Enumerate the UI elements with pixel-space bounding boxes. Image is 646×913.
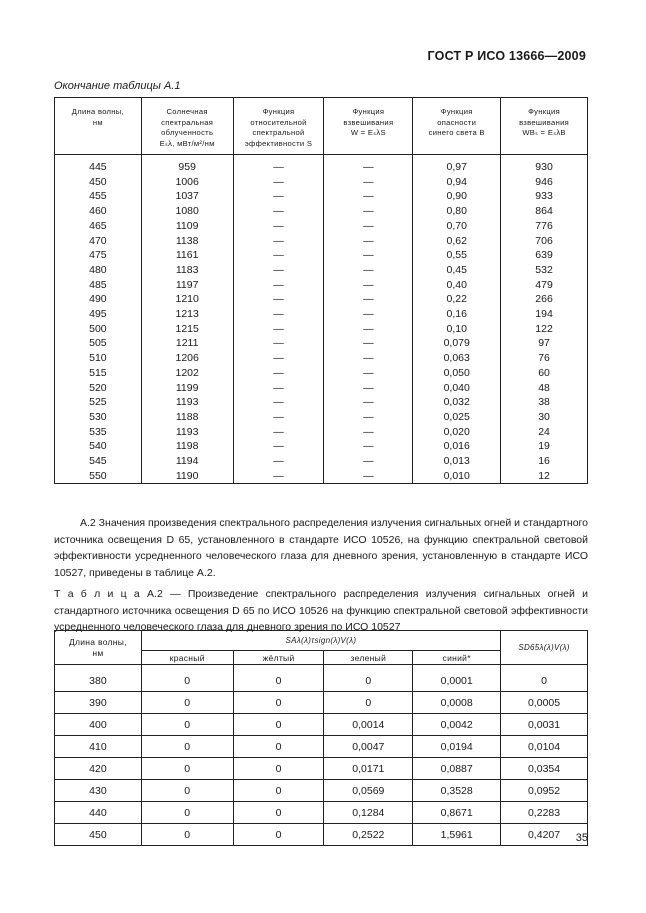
table-cell: 1194	[141, 454, 233, 469]
table-cell: 540	[55, 439, 142, 454]
table-cell: 0	[141, 824, 233, 846]
table-cell: 532	[501, 263, 588, 278]
table-cell: 0,3528	[413, 780, 501, 802]
table-cell: 0,0354	[501, 758, 588, 780]
table-cell: —	[324, 160, 413, 175]
table-cell: 1037	[141, 189, 233, 204]
table-cell: 470	[55, 234, 142, 249]
table-cell: 0,62	[413, 234, 501, 249]
table-row	[55, 469, 588, 484]
table-cell: 38	[501, 395, 588, 410]
table-cell: 0,0014	[324, 714, 413, 736]
table-cell: —	[324, 234, 413, 249]
table-cell: 1080	[141, 204, 233, 219]
paragraph-a2	[54, 515, 588, 581]
table-cell: —	[233, 454, 324, 469]
table-cell: 510	[55, 351, 142, 366]
table-cell: 0	[233, 824, 324, 846]
table-row	[55, 670, 588, 692]
table-cell: 1193	[141, 425, 233, 440]
table-cell: 24	[501, 425, 588, 440]
table-cell: 440	[55, 802, 142, 824]
table-cell: 530	[55, 410, 142, 425]
table-cell: 122	[501, 322, 588, 337]
table-cell: 0,70	[413, 219, 501, 234]
table-cell: —	[233, 410, 324, 425]
table-cell: —	[233, 322, 324, 337]
table-cell: —	[233, 292, 324, 307]
table-cell: —	[324, 219, 413, 234]
table-cell: —	[233, 307, 324, 322]
table-cell: 0	[141, 780, 233, 802]
table-cell: 0,0031	[501, 714, 588, 736]
table-cell: 0,8671	[413, 802, 501, 824]
table-row	[55, 160, 588, 175]
table-cell: 500	[55, 322, 142, 337]
table-row	[55, 692, 588, 714]
table-cell: —	[324, 307, 413, 322]
table-cell: 0,020	[413, 425, 501, 440]
table-cell: —	[324, 469, 413, 484]
table-cell: 60	[501, 366, 588, 381]
table-cell: 1206	[141, 351, 233, 366]
table-cell: 1183	[141, 263, 233, 278]
table-cell: —	[233, 248, 324, 263]
table2-subheader-cell: жёлтый	[233, 651, 324, 665]
table-cell: 465	[55, 219, 142, 234]
table-cell: 400	[55, 714, 142, 736]
table-cell: 550	[55, 469, 142, 484]
table-cell: —	[324, 263, 413, 278]
table1-header-cell: Функция опасности синего света B	[413, 98, 501, 155]
table-cell: 430	[55, 780, 142, 802]
table-cell: —	[233, 366, 324, 381]
table-cell: 0,22	[413, 292, 501, 307]
table-cell: 0,2283	[501, 802, 588, 824]
table-cell: 0,010	[413, 469, 501, 484]
table-cell: 639	[501, 248, 588, 263]
table1-header-cell: Солнечная спектральная облученность Eₛλ, мВт/м²/нм	[141, 98, 233, 155]
table-cell: —	[324, 425, 413, 440]
table-cell: —	[324, 381, 413, 396]
table-row	[55, 758, 588, 780]
table-cell: 0,0008	[413, 692, 501, 714]
table1-caption: Окончание таблицы А.1	[54, 80, 181, 92]
table2-caption	[54, 586, 588, 636]
table-row	[55, 292, 588, 307]
table-a1	[54, 97, 588, 484]
standard-designation: ГОСТ Р ИСО 13666—2009	[427, 49, 586, 63]
table-cell: 525	[55, 395, 142, 410]
table-cell: 0,025	[413, 410, 501, 425]
table-cell: 0,94	[413, 175, 501, 190]
table-cell: 1199	[141, 381, 233, 396]
table-cell: 1202	[141, 366, 233, 381]
table-row	[55, 322, 588, 337]
table-cell: 0,0887	[413, 758, 501, 780]
table-row	[55, 780, 588, 802]
table2-caption-text: Т а б л и ц а А.2 — Произведение спектрального распределения излучения сигнальных огней и стандартного источника освещения D 65 по ИСО 10526 на функцию спектральной световой эффективности усредненного человеческого глаза для дневного зрения по ИСО 10527	[54, 588, 588, 633]
table-cell: —	[233, 219, 324, 234]
table-cell: —	[233, 278, 324, 293]
table-cell: 495	[55, 307, 142, 322]
table-cell: 1006	[141, 175, 233, 190]
table-cell: 0,0047	[324, 736, 413, 758]
table-cell: 0	[141, 714, 233, 736]
table-cell: 0,063	[413, 351, 501, 366]
table-cell: 515	[55, 366, 142, 381]
table-cell: 0	[233, 670, 324, 692]
table-cell: 535	[55, 425, 142, 440]
table-cell: —	[233, 381, 324, 396]
table-cell: 1161	[141, 248, 233, 263]
table2-header-last: SD65λ(λ)V(λ)	[501, 631, 588, 665]
table-cell: 0,80	[413, 204, 501, 219]
table-cell: 0	[324, 670, 413, 692]
table-cell: 485	[55, 278, 142, 293]
table1-header-cell: Функция относительной спектральной эффективности S	[233, 98, 324, 155]
table-cell: 1211	[141, 336, 233, 351]
table-cell: 0	[233, 758, 324, 780]
table-row	[55, 802, 588, 824]
table-cell: —	[324, 189, 413, 204]
table-cell: 0	[141, 736, 233, 758]
table-cell: 0,0171	[324, 758, 413, 780]
table-cell: 0,050	[413, 366, 501, 381]
table2-header-wavelength: Длина волны, нм	[55, 631, 142, 665]
table-cell: 0,45	[413, 263, 501, 278]
table-cell: —	[324, 366, 413, 381]
table-row	[55, 425, 588, 440]
table-cell: 16	[501, 454, 588, 469]
table-row	[55, 307, 588, 322]
table-cell: 0,0001	[413, 670, 501, 692]
table-row	[55, 439, 588, 454]
table-cell: 0,040	[413, 381, 501, 396]
table-cell: —	[324, 439, 413, 454]
table-cell: 0	[501, 670, 588, 692]
table1-header-row	[55, 98, 588, 155]
table-cell: 0	[141, 692, 233, 714]
table-cell: 460	[55, 204, 142, 219]
table-row	[55, 410, 588, 425]
table-cell: 445	[55, 160, 142, 175]
table-cell: 864	[501, 204, 588, 219]
table-cell: 420	[55, 758, 142, 780]
table-cell: 0,97	[413, 160, 501, 175]
table-cell: —	[233, 351, 324, 366]
page-number: 35	[575, 832, 588, 844]
table-cell: 97	[501, 336, 588, 351]
table-cell: —	[233, 204, 324, 219]
table-cell: —	[324, 336, 413, 351]
table-row	[55, 234, 588, 249]
table-row	[55, 175, 588, 190]
table-cell: 48	[501, 381, 588, 396]
table-cell: 475	[55, 248, 142, 263]
table2-subheader-cell: красный	[141, 651, 233, 665]
table-cell: 1109	[141, 219, 233, 234]
table-cell: 1198	[141, 439, 233, 454]
table-cell: 0,0569	[324, 780, 413, 802]
table-cell: 390	[55, 692, 142, 714]
table-cell: —	[324, 248, 413, 263]
table-cell: 1215	[141, 322, 233, 337]
table-cell: 933	[501, 189, 588, 204]
table-cell: 1138	[141, 234, 233, 249]
table-row	[55, 454, 588, 469]
table-cell: 0,90	[413, 189, 501, 204]
table-cell: 1210	[141, 292, 233, 307]
table2-header-group: SAλ(λ)τsign(λ)V(λ)	[141, 631, 500, 651]
table-cell: 0,032	[413, 395, 501, 410]
table-row	[55, 381, 588, 396]
table-cell: 410	[55, 736, 142, 758]
table-cell: 0	[233, 736, 324, 758]
table-cell: —	[233, 425, 324, 440]
table-cell: 30	[501, 410, 588, 425]
table-cell: 194	[501, 307, 588, 322]
table-cell: 450	[55, 824, 142, 846]
table2-subheader-cell: синий*	[413, 651, 501, 665]
table-cell: —	[233, 175, 324, 190]
table-cell: 0,1284	[324, 802, 413, 824]
table-row	[55, 263, 588, 278]
table1-header-cell: Функция взвешивания WBₛ = EₛλB	[501, 98, 588, 155]
table-cell: 76	[501, 351, 588, 366]
table-cell: 505	[55, 336, 142, 351]
table-cell: 0,079	[413, 336, 501, 351]
table2-subheader-cell: зеленый	[324, 651, 413, 665]
table1-header-cell: Функция взвешивания W = EₛλS	[324, 98, 413, 155]
table-row	[55, 219, 588, 234]
table-cell: 0,40	[413, 278, 501, 293]
table-cell: 545	[55, 454, 142, 469]
table-cell: 0,16	[413, 307, 501, 322]
table-cell: 1197	[141, 278, 233, 293]
table-cell: 0	[324, 692, 413, 714]
table-cell: 0	[233, 802, 324, 824]
table-cell: —	[324, 410, 413, 425]
table-cell: 706	[501, 234, 588, 249]
table-cell: 0,0952	[501, 780, 588, 802]
table-row	[55, 824, 588, 846]
table-cell: 1190	[141, 469, 233, 484]
table-cell: —	[324, 204, 413, 219]
table-cell: 0	[141, 758, 233, 780]
table-cell: —	[233, 439, 324, 454]
table-cell: 0,0104	[501, 736, 588, 758]
table-row	[55, 189, 588, 204]
table-cell: 0,2522	[324, 824, 413, 846]
table-cell: 1188	[141, 410, 233, 425]
table-row	[55, 248, 588, 263]
table-row	[55, 278, 588, 293]
table-cell: 0,013	[413, 454, 501, 469]
paragraph-a2-text: А.2 Значения произведения спектрального распределения излучения сигнальных огней и стандартного источника освещения D 65, установленного в стандарте ИСО 10526, на функцию спектральной световой эффективности усредненного человеческого глаза для дневного зрения, установленную в стандарте ИСО 10527, приведены в таблице А.2.	[54, 517, 588, 579]
table-cell: 12	[501, 469, 588, 484]
table-cell: 0	[233, 714, 324, 736]
table-cell: 520	[55, 381, 142, 396]
table-cell: 380	[55, 670, 142, 692]
table-cell: 0	[233, 780, 324, 802]
table-cell: 490	[55, 292, 142, 307]
table-cell: 0,4207	[501, 824, 588, 846]
table-row	[55, 351, 588, 366]
table-cell: —	[233, 263, 324, 278]
table1-header-cell: Длина волны, нм	[55, 98, 142, 155]
table-cell: —	[324, 278, 413, 293]
table-cell: —	[233, 336, 324, 351]
table-row	[55, 366, 588, 381]
table-cell: 0,016	[413, 439, 501, 454]
table-cell: 266	[501, 292, 588, 307]
table-row	[55, 714, 588, 736]
table-cell: 0,0194	[413, 736, 501, 758]
table-cell: —	[324, 175, 413, 190]
table-cell: 0,0005	[501, 692, 588, 714]
table-a2	[54, 630, 588, 846]
table-cell: 0,10	[413, 322, 501, 337]
table-row	[55, 395, 588, 410]
table-cell: 0	[141, 802, 233, 824]
table-row	[55, 336, 588, 351]
table-cell: —	[324, 351, 413, 366]
table-cell: 480	[55, 263, 142, 278]
table-cell: 1,5961	[413, 824, 501, 846]
table-cell: —	[324, 292, 413, 307]
table-cell: 1213	[141, 307, 233, 322]
table-cell: 455	[55, 189, 142, 204]
table-cell: —	[233, 395, 324, 410]
table-cell: —	[324, 395, 413, 410]
table-cell: —	[233, 189, 324, 204]
table-cell: —	[233, 234, 324, 249]
table-row	[55, 736, 588, 758]
table-cell: 450	[55, 175, 142, 190]
table-row	[55, 204, 588, 219]
table-cell: 0,0042	[413, 714, 501, 736]
table-cell: 930	[501, 160, 588, 175]
table-cell: —	[233, 469, 324, 484]
table-cell: —	[324, 454, 413, 469]
table-cell: —	[324, 322, 413, 337]
table-cell: 0,55	[413, 248, 501, 263]
table-cell: 19	[501, 439, 588, 454]
table-cell: 0	[233, 692, 324, 714]
table-cell: 0	[141, 670, 233, 692]
table-cell: 1193	[141, 395, 233, 410]
table-cell: 776	[501, 219, 588, 234]
table-cell: —	[233, 160, 324, 175]
table-cell: 959	[141, 160, 233, 175]
table-cell: 946	[501, 175, 588, 190]
table-cell: 479	[501, 278, 588, 293]
